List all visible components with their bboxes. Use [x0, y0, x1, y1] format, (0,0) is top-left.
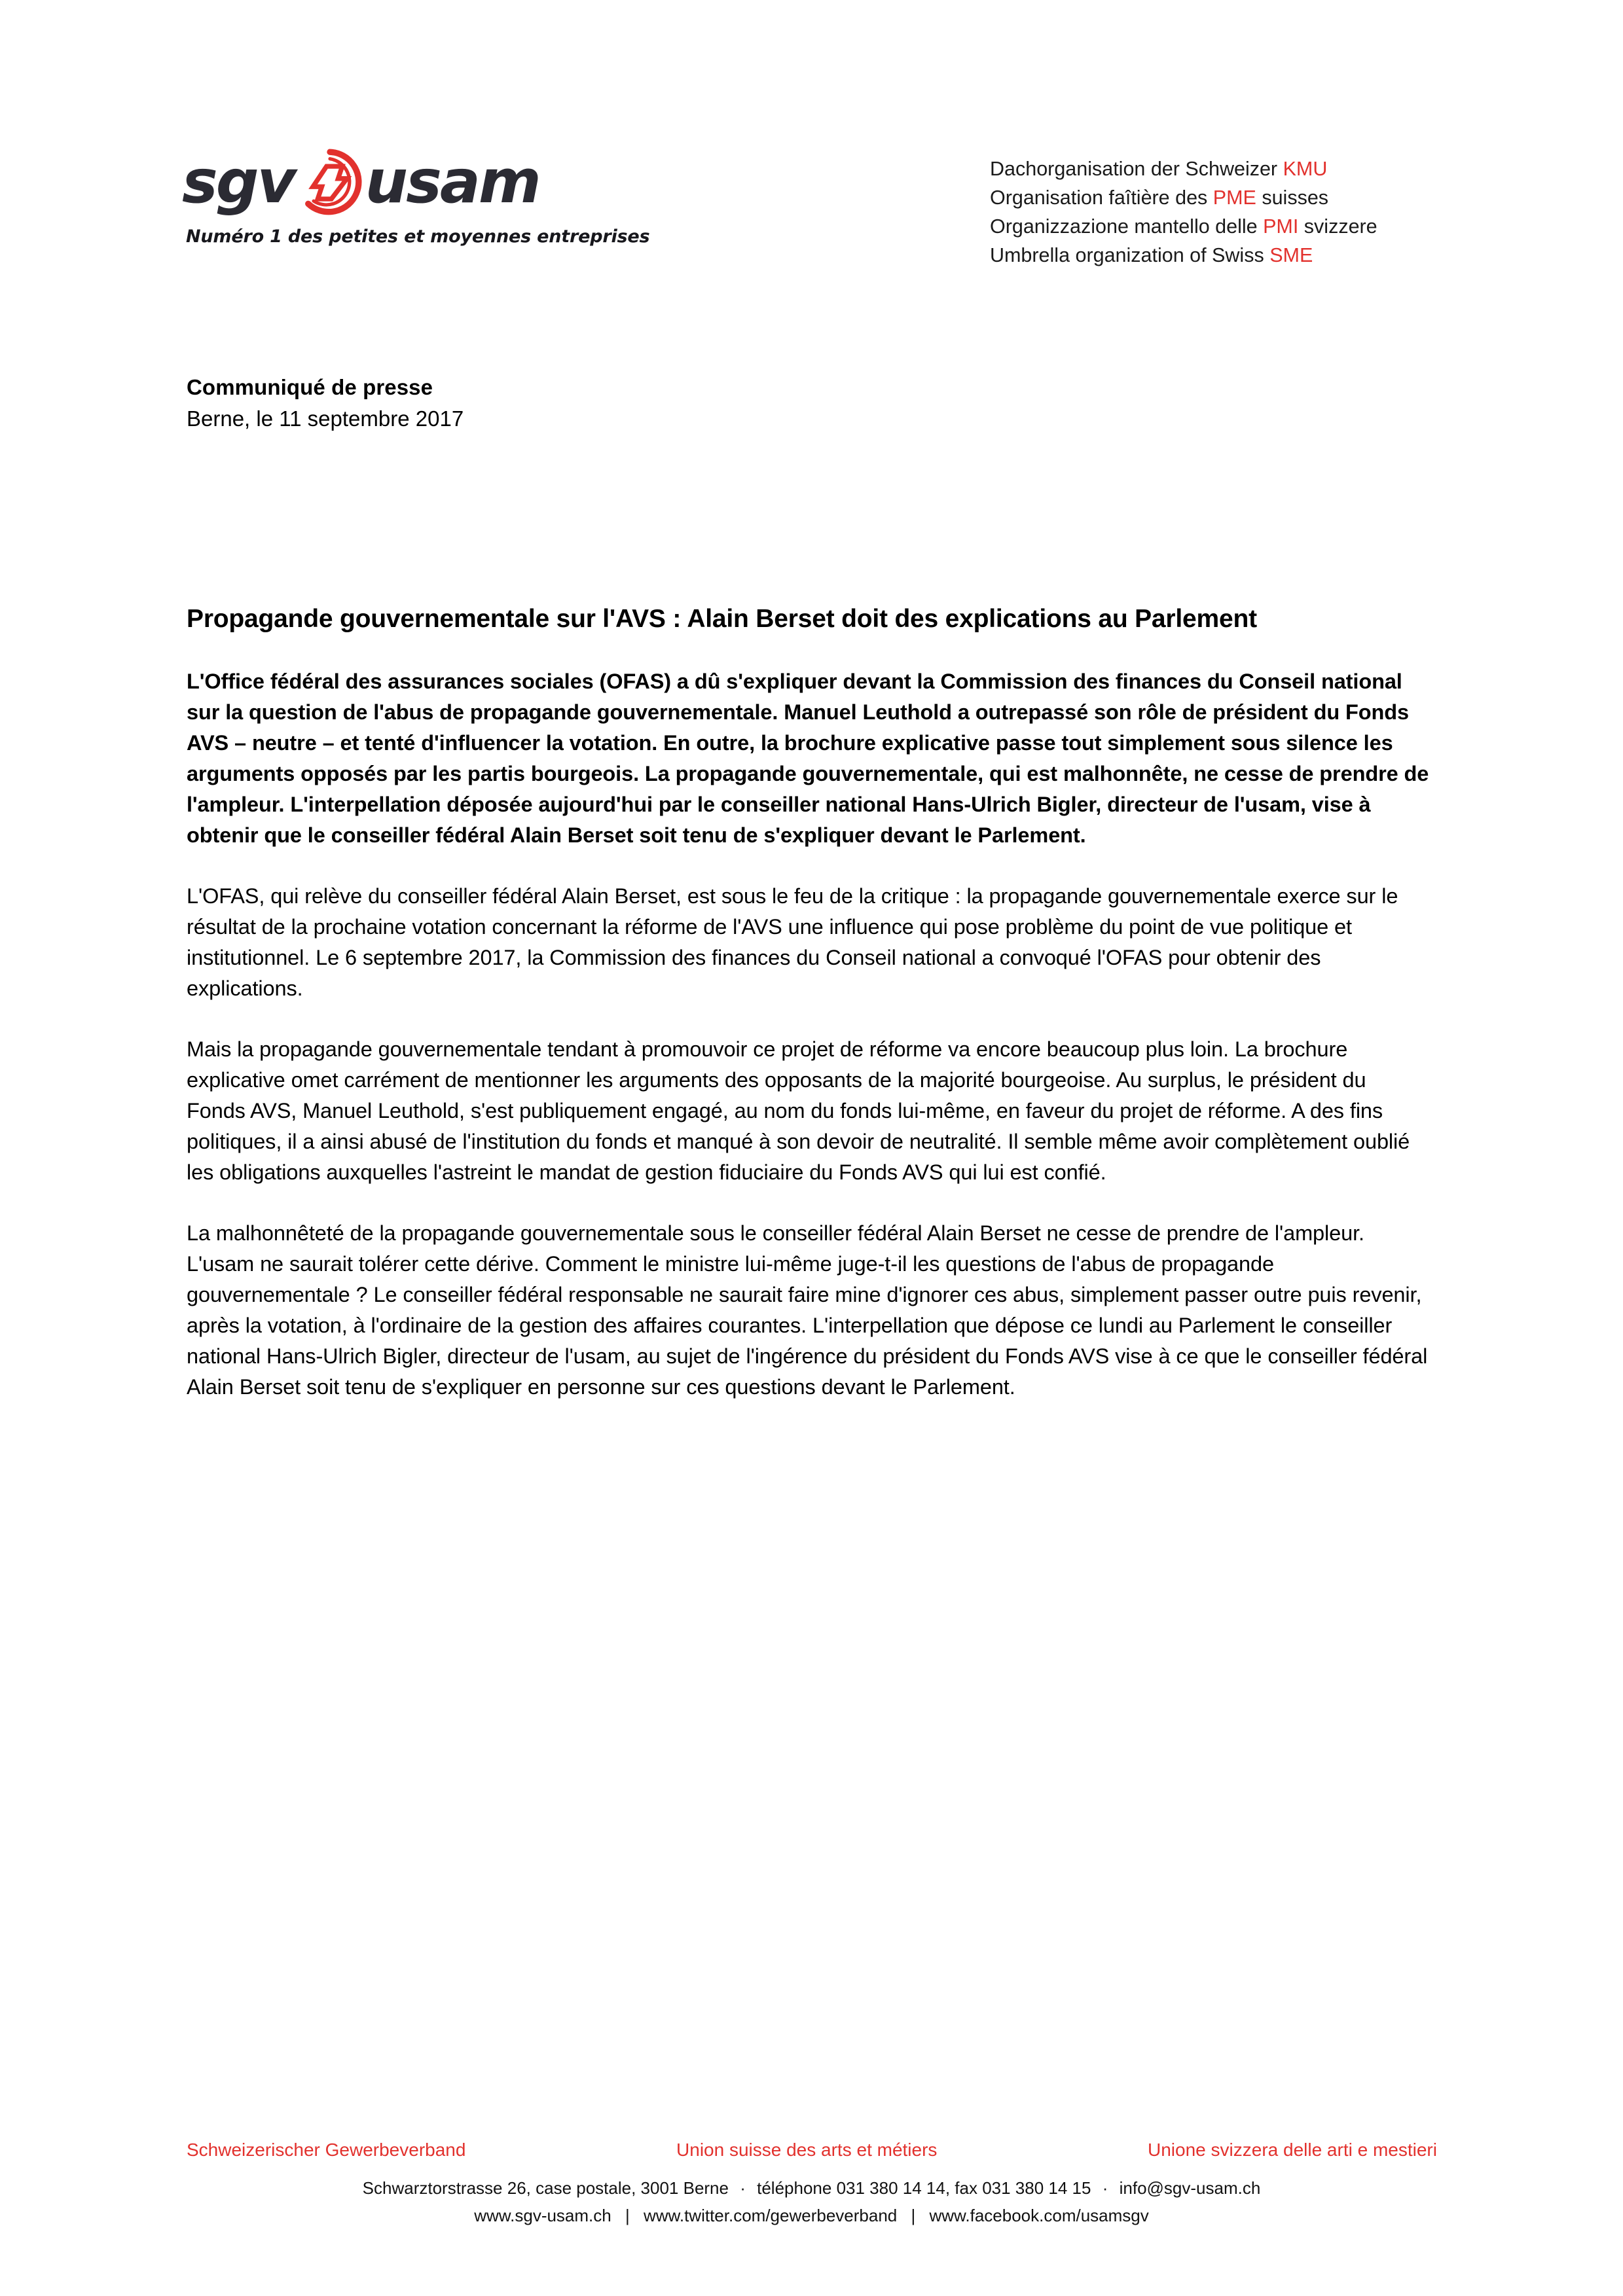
acronym-sme: SME: [1269, 244, 1313, 266]
page-title: Propagande gouvernementale sur l'AVS : Alain Berset doit des explications au Parlement: [187, 605, 1257, 633]
acronym-kmu: KMU: [1283, 158, 1328, 180]
footer-address: Schwarztorstrasse 26, case postale, 3001 Berne: [362, 2178, 729, 2198]
acronym-pmi: PMI: [1263, 215, 1299, 238]
footer-name-de: Schweizerischer Gewerbeverband: [187, 2140, 466, 2160]
footer-separator-1: ·: [740, 2178, 746, 2198]
footer-name-fr: Union suisse des arts et métiers: [676, 2140, 938, 2160]
body-paragraph-1: L'OFAS, qui relève du conseiller fédéral Alain Berset, est sous le feu de la critique : la propagande gouvernementale exerce sur le résultat de la prochaine votation concernant la réforme de l'AVS une influence qui pose problème du point de vue politique et institutionnel. Le 6 septembre 2017, la Commission des finances du Conseil national a convoqué l'OFAS pour obtenir des explications.: [187, 884, 1398, 1000]
logo-lockup: [182, 145, 588, 219]
body-paragraph-3: La malhonnêteté de la propagande gouvernementale sous le conseiller fédéral Alain Berset ne cesse de prendre de l'ampleur. L'usam ne saurait tolérer cette dérive. Comment le ministre lui-même juge-t-il les questions de l'abus de propagande gouvernementale ? Le conseiller fédéral responsable ne saurait faire mine d'ignorer ces abus, simplement passer outre puis revenir, après la votation, à l'ordinaire de la gestion des affaires courantes. L'interpellation que dépose ce lundi au Parlement le conseiller national Hans-Ulrich Bigler, directeur de l'usam, au sujet de l'ingérence du président du Fonds AVS vise à ce que le conseiller fédéral Alain Berset soit tenu de s'expliquer en personne sur ces questions devant le Parlement.: [187, 1221, 1428, 1399]
body-paragraph-2: Mais la propagande gouvernementale tendant à promouvoir ce projet de réforme va encore beaucoup plus loin. La brochure explicative omet carrément de mentionner les arguments des opposants de la majorité bourgeoise. Au surplus, le président du Fonds AVS, Manuel Leuthold, s'est publiquement engagé, au nom du fonds lui-même, en faveur du projet de réforme. A des fins politiques, il a ainsi abusé de l'institution du fonds et manqué à son devoir de neutralité. Il semble même avoir complètement oublié les obligations auxquelles l'astreint le mandat de gestion fiduciaire du Fonds AVS qui lui est confié.: [187, 1037, 1410, 1184]
footer-link-separator-2: |: [911, 2206, 916, 2225]
lead-paragraph: L'Office fédéral des assurances sociales (OFAS) a dû s'expliquer devant la Commission des finances du Conseil national sur la question de l'abus de propagande gouvernementale. Manuel Leuthold a outrepassé son rôle de président du Fonds AVS – neutre – et tenté d'influencer la votation. En outre, la brochure explicative passe tout simplement sous silence les arguments opposés par les partis bourgeois. La propagande gouvernementale, qui est malhonnête, ne cesse de prendre de l'ampleur. L'interpellation déposée aujourd'hui par le conseiller national Hans-Ulrich Bigler, directeur de l'usam, vise à obtenir que le conseiller fédéral Alain Berset soit tenu de s'expliquer devant le Parlement.: [187, 670, 1429, 847]
swiss-cross-circle-mark-icon: [296, 148, 364, 216]
org-line-fr: Organisation faîtière des PME suisses: [990, 187, 1329, 209]
footer-link-separator-1: |: [625, 2206, 630, 2225]
logo-tagline: Numéro 1 des petites et moyennes entreprises: [186, 226, 650, 247]
logo-wordmark-sgv: sgv: [182, 147, 295, 217]
footer-link-facebook[interactable]: www.facebook.com/usamsgv: [929, 2206, 1149, 2225]
footer-link-twitter[interactable]: www.twitter.com/gewerbeverband: [643, 2206, 898, 2225]
footer-organization-names: [187, 2139, 1437, 2161]
footer-contact-block: [0, 2174, 1623, 2229]
document-kicker: Communiqué de presse: [187, 375, 433, 399]
org-line-de: Dachorganisation der Schweizer KMU: [990, 158, 1328, 180]
document-body: [187, 601, 1431, 1403]
document-dateline: Berne, le 11 septembre 2017: [187, 406, 464, 431]
footer-links-line: [0, 2202, 1623, 2229]
footer-name-it: Unione svizzera delle arti e mestieri: [1148, 2140, 1437, 2160]
footer-link-website[interactable]: www.sgv-usam.ch: [474, 2206, 611, 2225]
footer-phone: téléphone 031 380 14 14, fax 031 380 14 15: [757, 2178, 1091, 2198]
page-header: [0, 0, 1623, 281]
page-footer: [0, 2100, 1623, 2296]
footer-address-line: [0, 2174, 1623, 2202]
document-meta: [187, 372, 464, 435]
acronym-pme: PME: [1213, 187, 1256, 209]
footer-separator-2: ·: [1102, 2178, 1108, 2198]
logo-wordmark-usam: usam: [365, 147, 539, 217]
brand-logo: [182, 145, 650, 247]
org-line-en: Umbrella organization of Swiss SME: [990, 244, 1313, 266]
organization-descriptor-lines: [990, 154, 1377, 270]
footer-email-link[interactable]: info@sgv-usam.ch: [1119, 2178, 1261, 2198]
org-line-it: Organizzazione mantello delle PMI svizzere: [990, 215, 1377, 238]
